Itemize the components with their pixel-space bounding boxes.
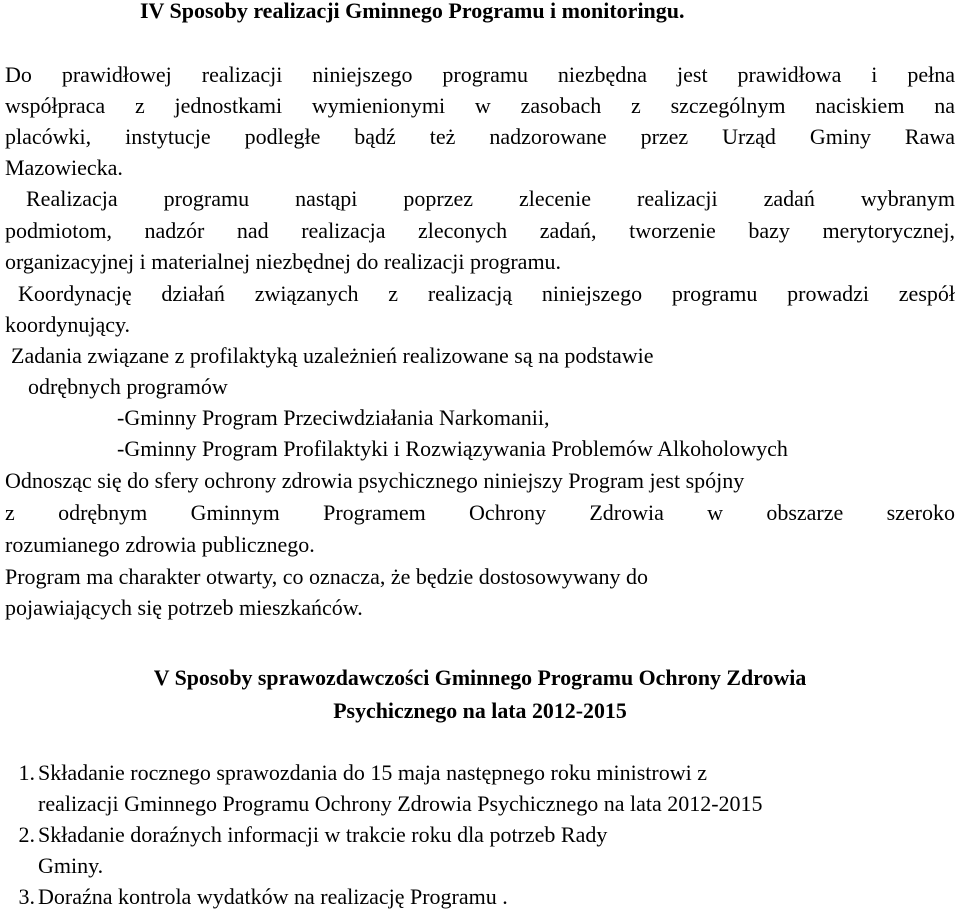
paragraph-4-list-item-1: -Gminny Program Przeciwdziałania Narkomanii, [117,405,550,430]
list-item-3-line-1: Doraźna kontrola wydatków na realizację Programu . [38,884,508,909]
paragraph-5-line-3: rozumianego zdrowia publicznego. [5,532,315,557]
paragraph-2-line-3: organizacyjnej i materialnej niezbędnej do realizacji programu. [5,249,562,274]
section-4-heading: IV Sposoby realizacji Gminnego Programu i monitoringu. [140,0,685,23]
section-5-heading-line-2: Psychicznego na lata 2012-2015 [333,698,627,723]
paragraph-3-line-1: Koordynację działań związanych z realizacją niniejszego programu prowadzi zespół [18,281,955,306]
paragraph-4-list-item-2: -Gminny Program Profilaktyki i Rozwiązywania Problemów Alkoholowych [117,436,788,461]
paragraph-6-line-2: pojawiających się potrzeb mieszkańców. [5,595,363,620]
list-item-2-line-1: Składanie doraźnych informacji w trakcie roku dla potrzeb Rady [38,822,608,847]
section-5-heading-line-1: V Sposoby sprawozdawczości Gminnego Programu Ochrony Zdrowia [153,665,807,690]
paragraph-1-line-2: współpraca z jednostkami wymienionymi w zasobach z szczególnym naciskiem na [5,93,955,118]
list-item-2-number: 2. [18,822,35,847]
list-item-1-number: 1. [18,760,35,785]
paragraph-4-line-1: Zadania związane z profilaktyką uzależnień realizowane są na podstawie [11,343,654,368]
list-item-1-line-1: Składanie rocznego sprawozdania do 15 maja następnego roku ministrowi z [38,760,707,785]
paragraph-5-line-2: z odrębnym Gminnym Programem Ochrony Zdrowia w obszarze szeroko [5,500,955,525]
paragraph-4-line-2: odrębnych programów [28,374,228,399]
list-item-3-number: 3. [18,884,35,909]
paragraph-6-line-1: Program ma charakter otwarty, co oznacza, że będzie dostosowywany do [5,564,649,589]
paragraph-3-line-2: koordynujący. [5,312,131,337]
paragraph-1-line-1: Do prawidłowej realizacji niniejszego programu niezbędna jest prawidłowa i pełna [5,62,955,87]
paragraph-1-line-3: placówki, instytucje podległe bądź też nadzorowane przez Urząd Gminy Rawa [5,124,955,149]
paragraph-5-line-1: Odnosząc się do sfery ochrony zdrowia psychicznego niniejszy Program jest spójny [5,468,745,493]
paragraph-2-line-2: podmiotom, nadzór nad realizacja zleconych zadań, tworzenie bazy merytorycznej, [5,218,955,243]
paragraph-1-line-4: Mazowiecka. [5,155,123,180]
list-item-1-line-2: realizacji Gminnego Programu Ochrony Zdrowia Psychicznego na lata 2012-2015 [38,791,763,816]
paragraph-2-line-1: Realizacja programu nastąpi poprzez zlecenie realizacji zadań wybranym [26,186,955,211]
list-item-2-line-2: Gminy. [38,853,104,878]
